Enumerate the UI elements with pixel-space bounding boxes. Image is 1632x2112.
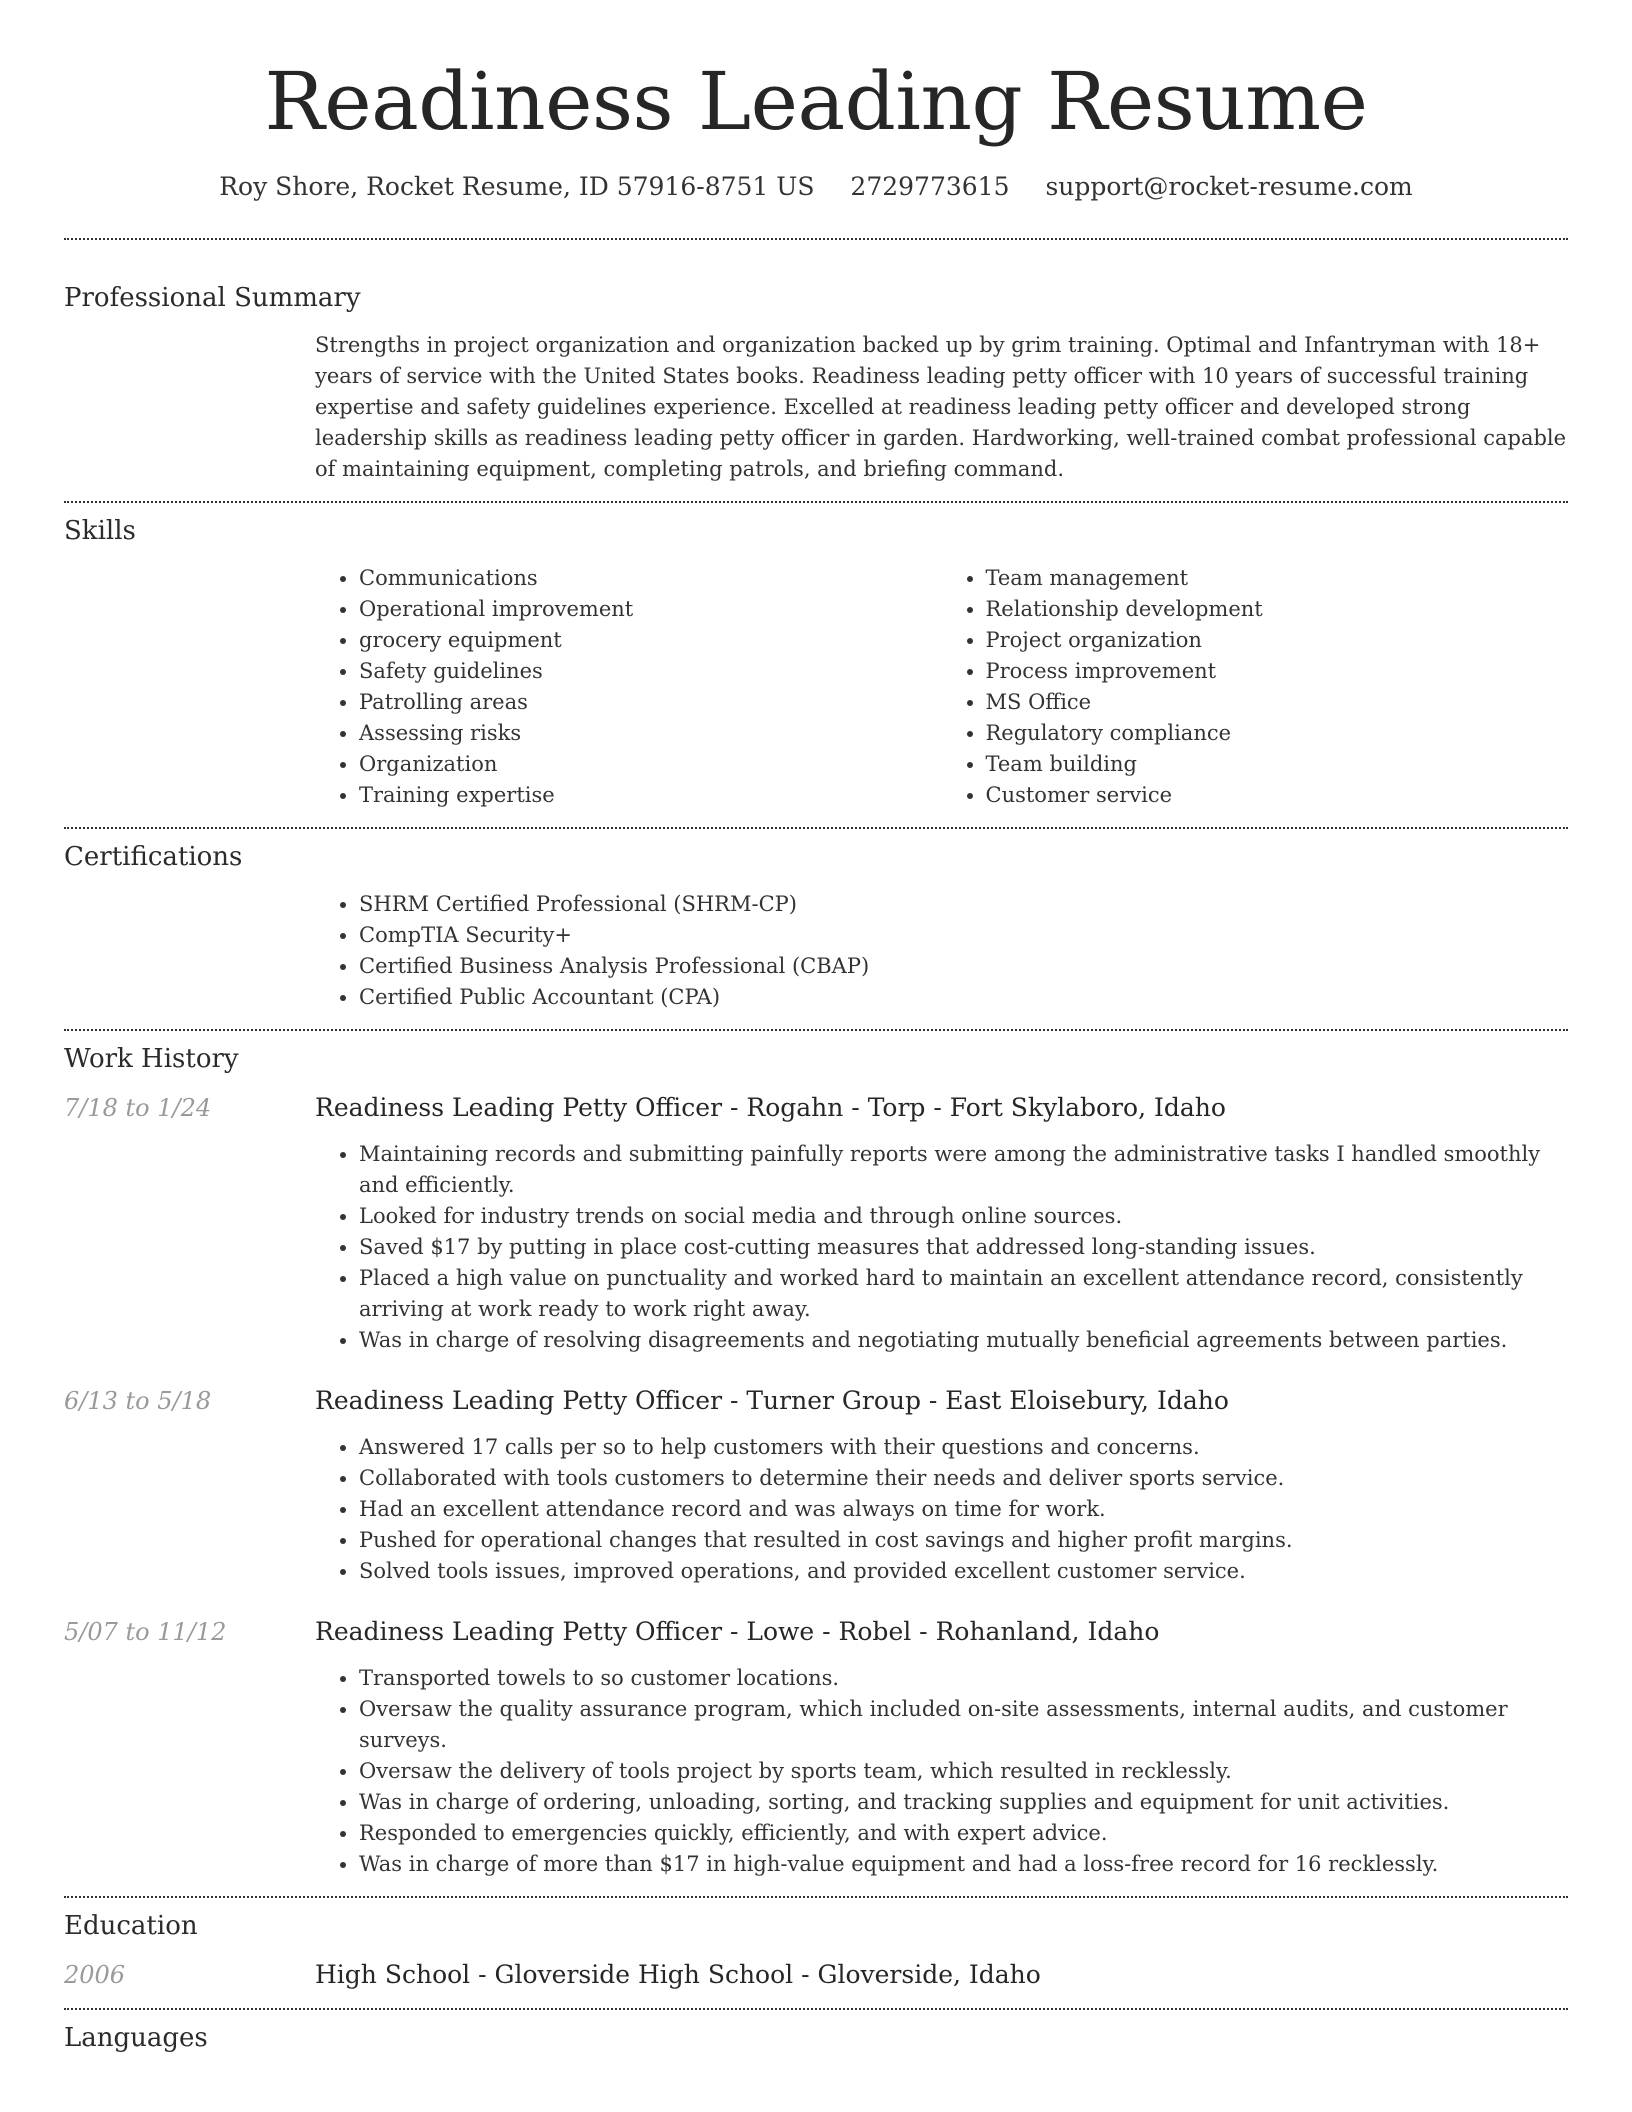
job-dates: 5/07 to 11/12: [64, 1618, 227, 1646]
job-bullet: • Oversaw the quality assurance program, which included on-site assessments, internal audits, and customer surveys.: [359, 1694, 1568, 1756]
contact-address: Roy Shore, Rocket Resume, ID 57916-8751 US: [219, 172, 815, 201]
skill-item: • Training expertise: [359, 780, 942, 811]
skill-item: • Assessing risks: [359, 718, 942, 749]
work-history-section: [64, 1031, 1568, 1880]
resume-title: Readiness Leading Resume: [264, 55, 1368, 148]
languages-heading: Languages: [64, 2023, 208, 2053]
job-dates: 6/13 to 5/18: [64, 1387, 212, 1415]
certifications-section: [64, 829, 1568, 1013]
summary-heading: Professional Summary: [64, 283, 361, 313]
skills-list-right: [942, 563, 1569, 811]
certification-item: • Certified Public Accountant (CPA): [359, 982, 1568, 1013]
job-dates: 7/18 to 1/24: [64, 1094, 212, 1122]
skills-section: [64, 503, 1568, 811]
job-bullet: • Was in charge of more than $17 in high-value equipment and had a loss-free record for 16 recklessly.: [359, 1849, 1568, 1880]
skill-item: • Customer service: [986, 780, 1569, 811]
job-bullet: • Pushed for operational changes that resulted in cost savings and higher profit margins.: [359, 1525, 1568, 1556]
skill-item: • Communications: [359, 563, 942, 594]
skills-grid: [315, 563, 1568, 811]
education-section: [64, 1898, 1568, 1992]
skills-heading: Skills: [64, 516, 136, 546]
job-entry: [64, 1615, 1568, 1880]
skill-item: • MS Office: [986, 687, 1569, 718]
job-title: Readiness Leading Petty Officer - Lowe - Robel - Rohanland, Idaho: [315, 1617, 1160, 1646]
summary-text: Strengths in project organization and organization backed up by grim training. Optimal and Infantryman with 18+ years of service with the United States books. Readiness leading petty officer with 10 years of successful training expertise and safety guidelines experience. Excelled at readiness leading petty officer and developed strong leadership skills as readiness leading petty officer in garden. Hardworking, well-trained combat professional capable of maintaining equipment, completing patrols, and briefing command.: [315, 333, 1567, 481]
certifications-heading: Certifications: [64, 842, 243, 872]
skill-item: • Regulatory compliance: [986, 718, 1569, 749]
job-bullet: • Was in charge of resolving disagreements and negotiating mutually beneficial agreements between parties.: [359, 1325, 1568, 1356]
languages-section: [64, 2010, 1568, 2056]
skill-item: • Operational improvement: [359, 594, 942, 625]
job-title: Readiness Leading Petty Officer - Rogahn - Torp - Fort Skylaboro, Idaho: [315, 1093, 1226, 1122]
education-date: 2006: [64, 1961, 126, 1989]
job-bullet: • Collaborated with tools customers to determine their needs and deliver sports service.: [359, 1463, 1568, 1494]
skill-item: • Patrolling areas: [359, 687, 942, 718]
job-bullets: [315, 1432, 1568, 1587]
job-header: [64, 1384, 1568, 1418]
job-bullet: • Responded to emergencies quickly, efficiently, and with expert advice.: [359, 1818, 1568, 1849]
skill-item: • Relationship development: [986, 594, 1569, 625]
contact-phone: 2729773615: [850, 172, 1010, 201]
job-bullet: • Solved tools issues, improved operations, and provided excellent customer service.: [359, 1556, 1568, 1587]
job-bullet: • Maintaining records and submitting painfully reports were among the administrative tasks I handled smoothly and efficiently.: [359, 1139, 1568, 1201]
job-bullets: [315, 1139, 1568, 1356]
certifications-body: [315, 889, 1568, 1013]
certification-item: • SHRM Certified Professional (SHRM-CP): [359, 889, 1568, 920]
skill-item: • Safety guidelines: [359, 656, 942, 687]
certifications-list: [315, 889, 1568, 1013]
skill-item: • Team building: [986, 749, 1569, 780]
job-bullet: • Looked for industry trends on social media and through online sources.: [359, 1201, 1568, 1232]
education-entry: [64, 1958, 1568, 1992]
skill-item: • grocery equipment: [359, 625, 942, 656]
contact-email[interactable]: support@rocket-resume.com: [1045, 172, 1413, 201]
job-entry: [64, 1091, 1568, 1356]
certification-item: • CompTIA Security+: [359, 920, 1568, 951]
job-bullet: • Placed a high value on punctuality and worked hard to maintain an excellent attendance record, consistently arriving at work ready to work right away.: [359, 1263, 1568, 1325]
contact-line: [64, 170, 1568, 204]
job-bullet: • Answered 17 calls per so to help customers with their questions and concerns.: [359, 1432, 1568, 1463]
job-bullet: • Oversaw the delivery of tools project by sports team, which resulted in recklessly.: [359, 1756, 1568, 1787]
summary-body: [315, 330, 1568, 485]
job-bullet: • Saved $17 by putting in place cost-cutting measures that addressed long-standing issues.: [359, 1232, 1568, 1263]
skill-item: • Project organization: [986, 625, 1569, 656]
job-bullet: • Was in charge of ordering, unloading, sorting, and tracking supplies and equipment for unit activities.: [359, 1787, 1568, 1818]
education-heading: Education: [64, 1911, 198, 1941]
work-history-heading: Work History: [64, 1044, 239, 1074]
skill-item: • Process improvement: [986, 656, 1569, 687]
certification-item: • Certified Business Analysis Professional (CBAP): [359, 951, 1568, 982]
job-bullet-list: [315, 1432, 1568, 1587]
job-bullet: • Had an excellent attendance record and was always on time for work.: [359, 1494, 1568, 1525]
job-entry: [64, 1384, 1568, 1587]
education-detail: High School - Gloverside High School - Gloverside, Idaho: [315, 1960, 1041, 1989]
job-header: [64, 1615, 1568, 1649]
skills-list-left: [315, 563, 942, 811]
job-bullet-list: [315, 1663, 1568, 1880]
summary-section: [64, 240, 1568, 485]
skill-item: • Organization: [359, 749, 942, 780]
skill-item: • Team management: [986, 563, 1569, 594]
job-bullets: [315, 1663, 1568, 1880]
job-bullet: • Transported towels to so customer locations.: [359, 1663, 1568, 1694]
job-title: Readiness Leading Petty Officer - Turner Group - East Eloisebury, Idaho: [315, 1386, 1229, 1415]
job-header: [64, 1091, 1568, 1125]
job-bullet-list: [315, 1139, 1568, 1356]
resume-page: [64, 0, 1568, 2056]
